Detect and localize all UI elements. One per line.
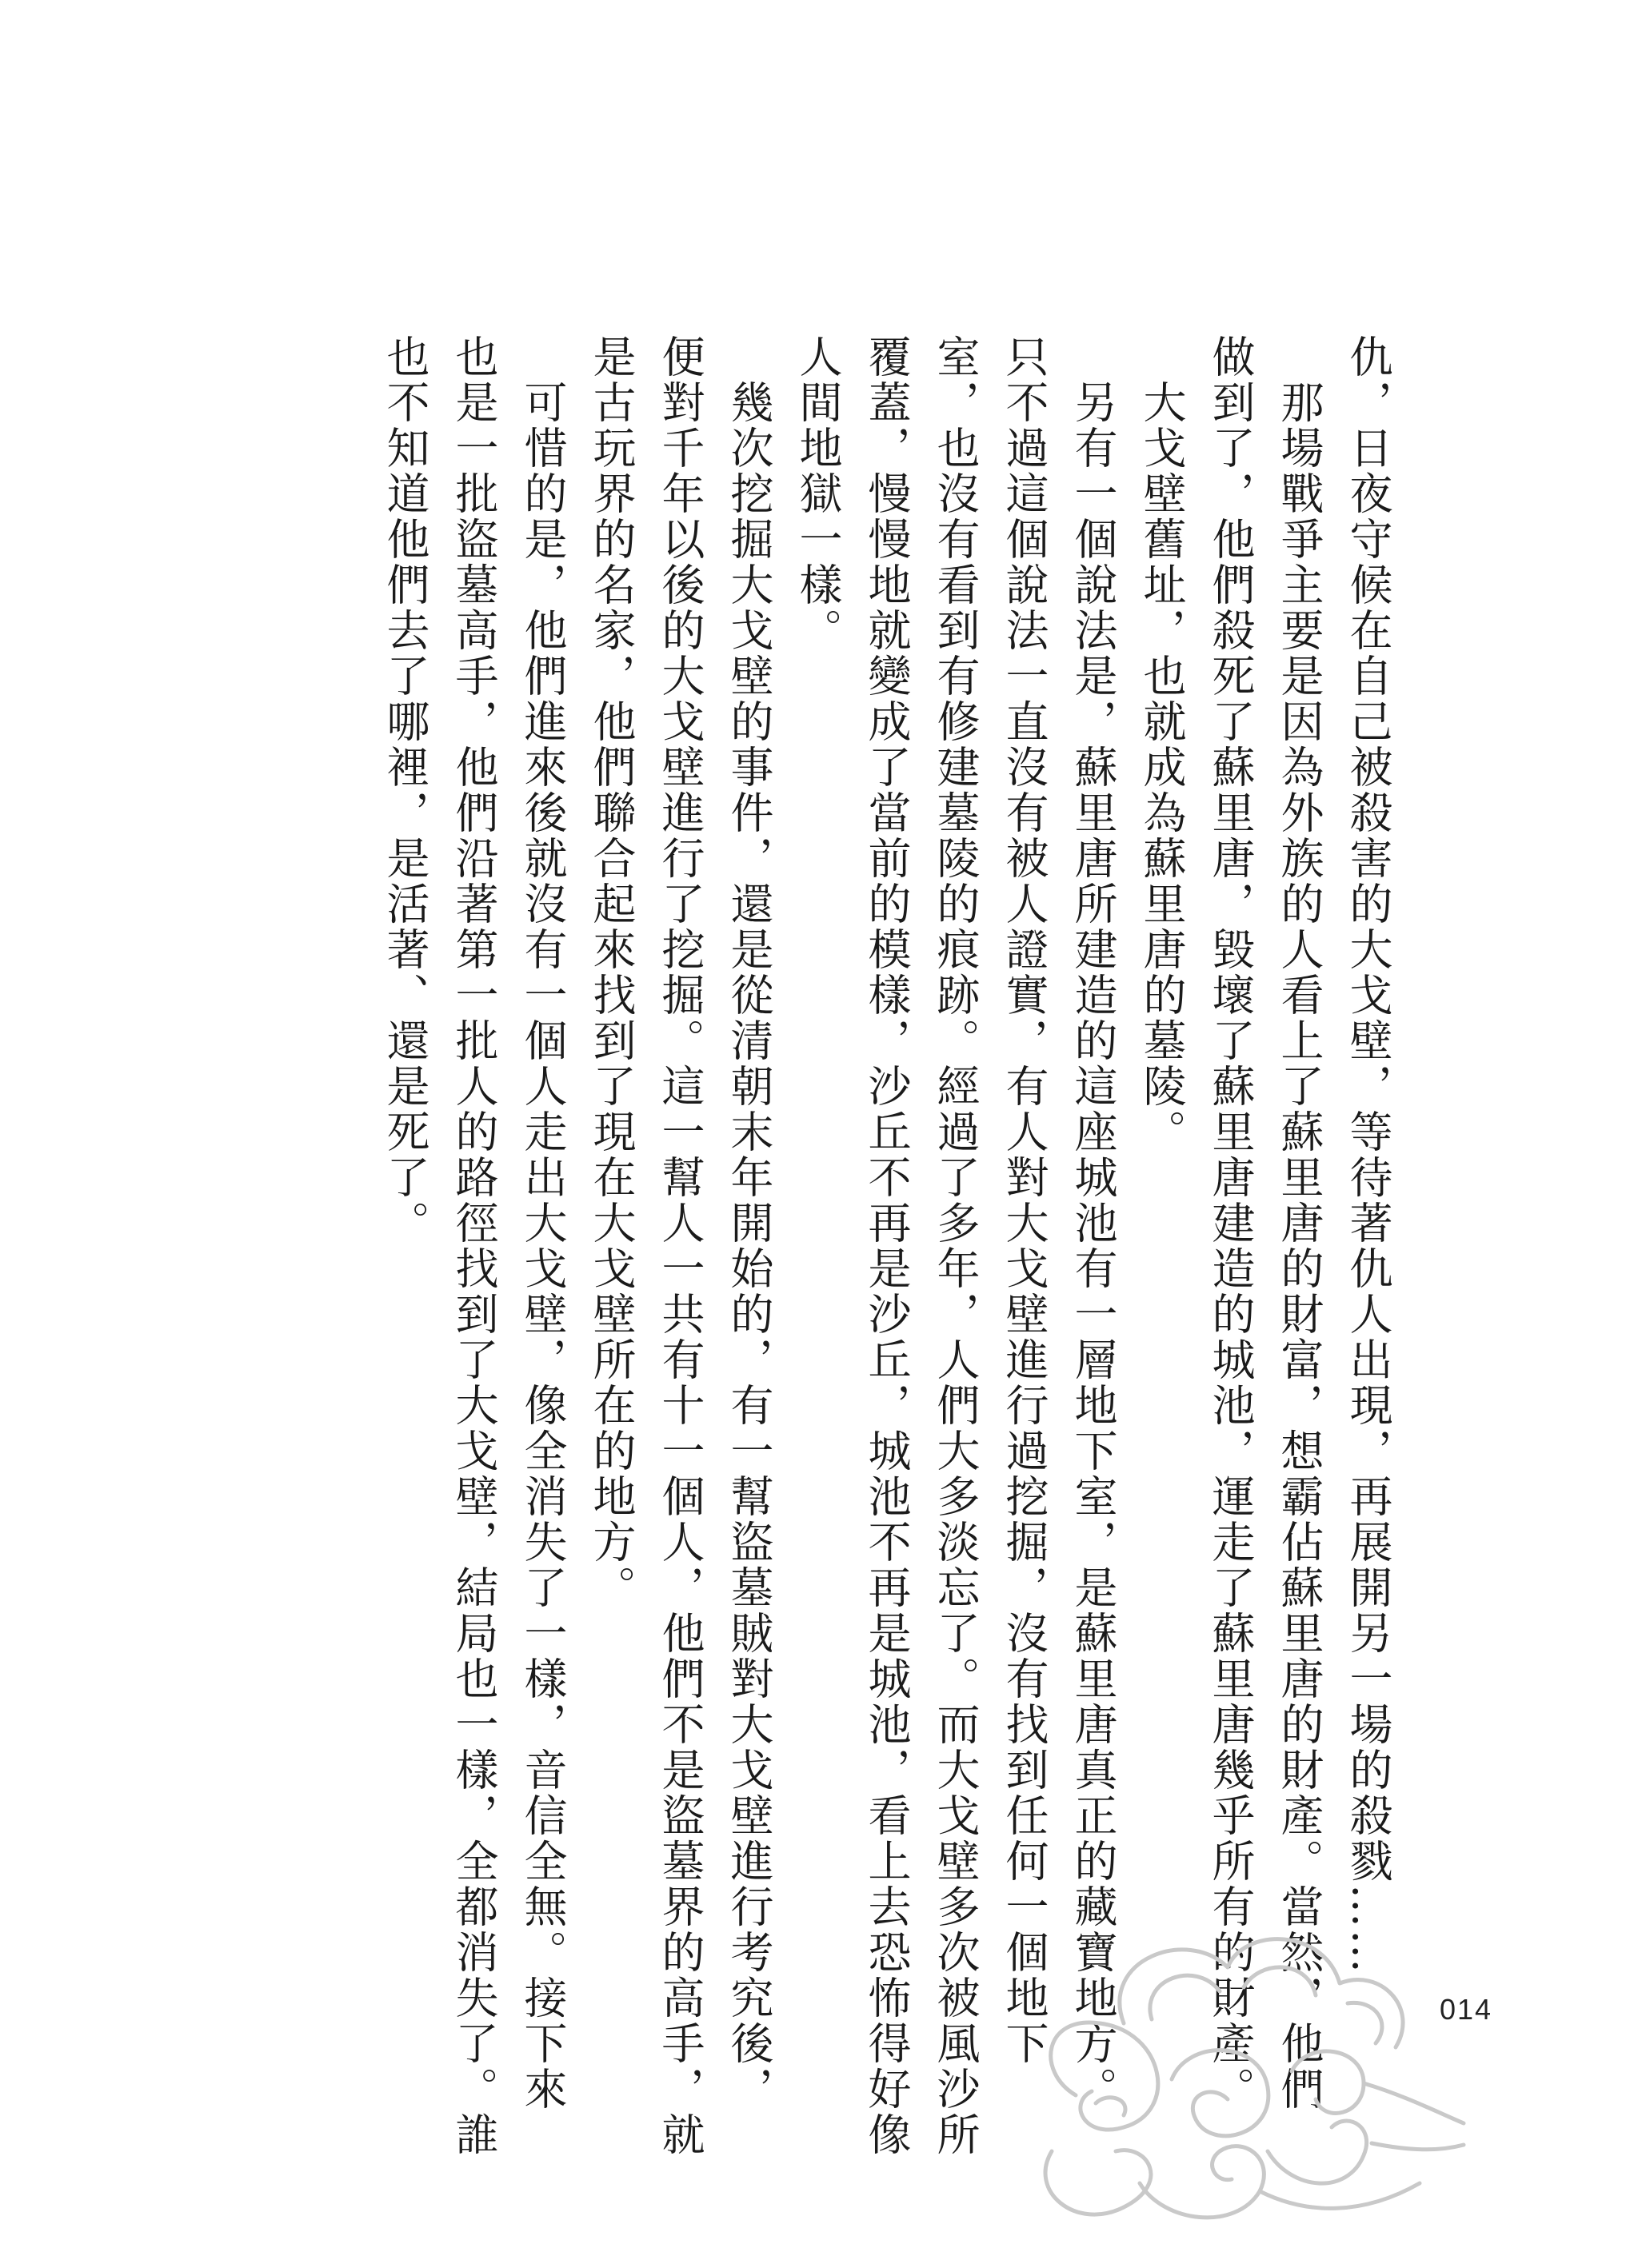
page-number: 014	[1440, 1993, 1493, 2026]
text-line-9: 人間地獄一樣。	[793, 334, 843, 653]
text-line-15: 也不知道他們去了哪裡，是活著、還是死了。	[380, 334, 430, 1246]
text-line-5: 另有一個說法是，蘇里唐所建造的這座城池有一層地下室，是蘇里唐真正的藏寶地方。	[1068, 334, 1118, 2112]
text-line-1: 仇，日夜守候在自己被殺害的大戈壁，等待著仇人出現，再展開另一場的殺戮……	[1343, 334, 1393, 1975]
text-line-6: 只不過這個說法一直沒有被人證實，有人對大戈壁進行過挖掘，沒有找到任何一個地下	[999, 334, 1049, 2066]
text-line-4: 大戈壁舊址，也就成為蘇里唐的墓陵。	[1137, 334, 1187, 1155]
text-line-10: 幾次挖掘大戈壁的事件，還是從清朝末年開始的，有一幫盜墓賊對大戈壁進行考究後，	[724, 334, 774, 2112]
text-line-2: 那場戰爭主要是因為外族的人看上了蘇里唐的財富，想霸佔蘇里唐的財產。當然，他們	[1274, 334, 1324, 2112]
text-line-7: 室，也沒有看到有修建墓陵的痕跡。經過了多年，人們大多淡忘了。而大戈壁多次被風沙所	[930, 334, 981, 2158]
text-line-12: 是古玩界的名家，他們聯合起來找到了現在大戈壁所在的地方。	[586, 334, 637, 1611]
text-line-11: 便對千年以後的大戈壁進行了挖掘。這一幫人一共有十一個人，他們不是盜墓界的高手，就	[655, 334, 705, 2158]
text-line-14: 也是一批盜墓高手，他們沿著第一批人的路徑找到了大戈壁，結局也一樣，全都消失了。誰	[449, 334, 499, 2158]
vertical-text-body	[234, 334, 1402, 2158]
cloud-ornament-icon	[1004, 1911, 1468, 2255]
text-line-8: 覆蓋，慢慢地就變成了當前的模樣，沙丘不再是沙丘，城池不再是城池，看上去恐怖得好像	[861, 334, 912, 2158]
text-line-3: 做到了，他們殺死了蘇里唐，毀壞了蘇里唐建造的城池，運走了蘇里唐幾乎所有的財產。	[1205, 334, 1256, 2112]
text-line-13: 可惜的是，他們進來後就沒有一個人走出大戈壁，像全消失了一樣，音信全無。接下來	[517, 334, 568, 2112]
